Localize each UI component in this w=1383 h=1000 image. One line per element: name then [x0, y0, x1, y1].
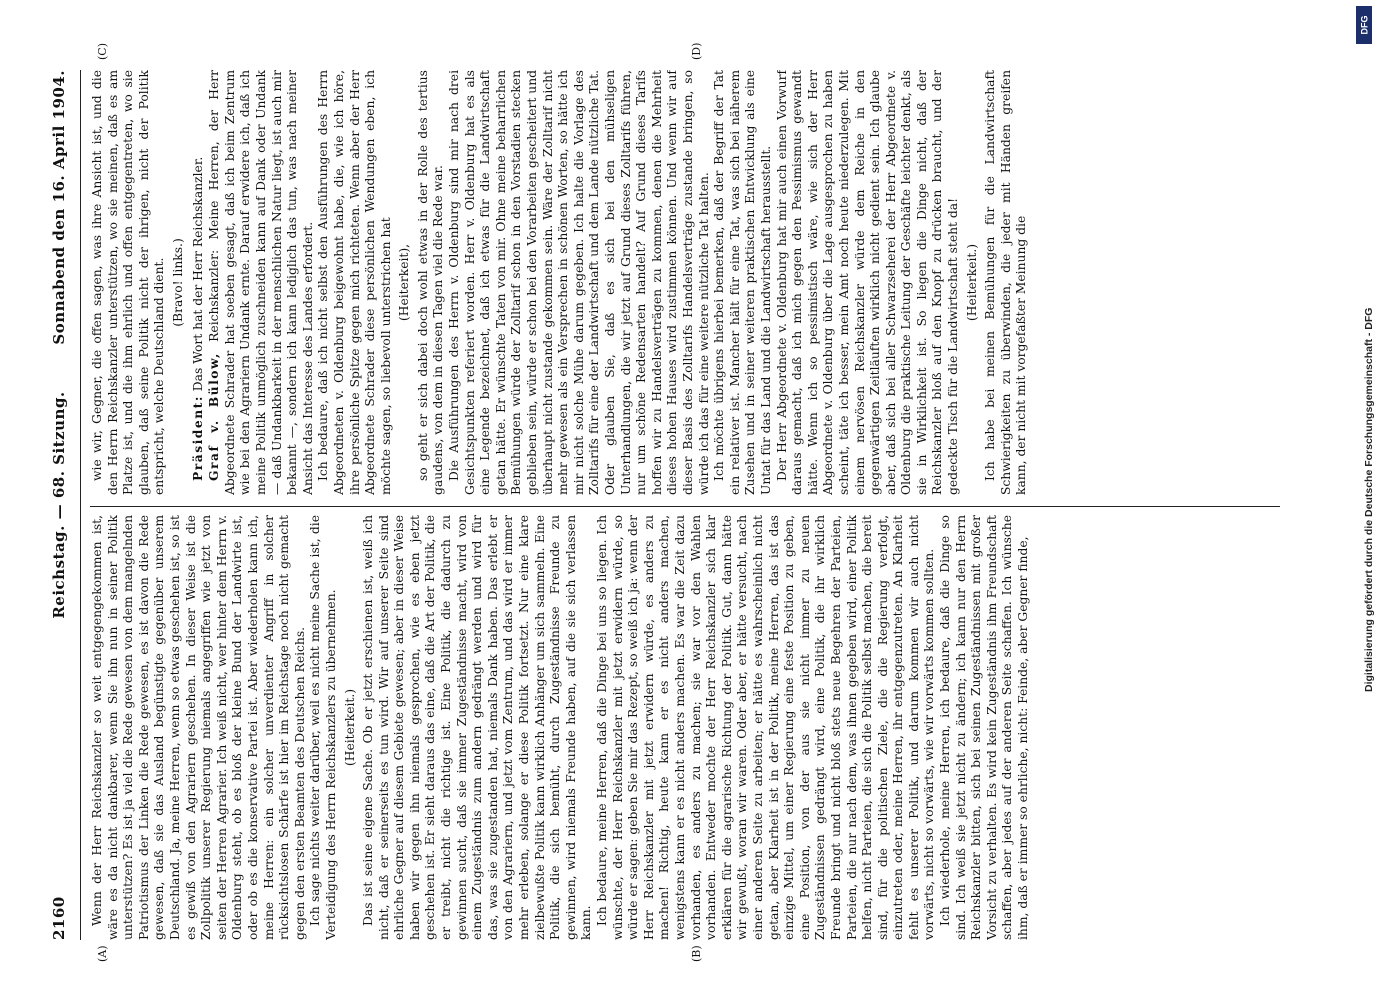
paragraph: Ich habe bei meinen Bemühungen für die Landwirtschaft Schwierigkeiten zu überwinden, die jeder mit Händen greifen kann, der nicht mit vorgefaßter Meinung die — [983, 70, 1029, 495]
paragraph — [206, 70, 316, 495]
page-title: Reichstag. — 68. Sitzung. — [50, 391, 68, 619]
margin-marker-a: (A) — [96, 945, 109, 962]
page-header — [50, 70, 80, 940]
paragraph-text: Das Wort hat der Herr Reichskanzler. — [190, 156, 205, 392]
paragraph: Der Herr Abgeordnete v. Oldenburg hat mir auch einen Vorwurf daraus gemacht, daß ich mich gegen den Pessimismus gewandt hätte. Wenn ich so pessimistisch wäre, wie sich der Herr Abgeordnete v. Oldenburg über die Lage ausgesprochen zu haben scheint, täte ich besser, mein Amt noch heute niederzulegen. Mit einem nervösen Reichskanzler würde dem Reiche in den gegenwärtigen Zeitläuften wirklich nicht gedient sein. Ich glaube aber, daß sich bei aller Schwarzseherei der Herr Abgeordnete v. Oldenburg die praktische Leitung der Geschäfte leichter denkt, als sie in Wirklichkeit ist. So liegen die Dinge nicht, daß der Reichskanzler bloß auf den Knopf zu drücken braucht, und der gedeckte Tisch für die Landwirtschaft steht da! — [774, 70, 961, 495]
paragraph-text: Reichskanzler: Meine Herren, der Herr Abgeordnete Schrader hat soeben gesagt, daß ich beim Zentrum wie bei den Agrariern Undank ernte. Darauf erwidere ich, daß ich meine Politik unmöglich zuschneiden kann auf Dank oder Undank — daß Undankbarkeit in der menschlichen Natur liegt, ist auch mir bekannt —, sondern ich kann lediglich das tun, was nach meiner Ansicht das Interesse des Landes erfordert. — [207, 70, 315, 495]
dfg-logo-text: DFG — [1359, 15, 1369, 35]
paragraph: Die Ausführungen des Herrn v. Oldenburg sind mir nach drei Gesichtspunkten referiert worden. Herr v. Oldenburg hat es als eine Legende bezeichnet, daß ich etwas für die Landwirtschaft getan hätte. Er wünschte Taten von mir. Ohne meine beharrlichen Bemühungen würde der Zolltarif schon in den Vorstadien stecken geblieben sein, würde er schon bei den Vorarbeiten gescheitert und überhaupt nicht zustande gekommen sein. Wäre der Zolltarif nicht mehr gewesen als ein Versprechen in schönen Worten, so hätte ich mir nicht solche Mühe darum gegeben. Ich halte die Vorlage des Zolltarifs für eine der Landwirtschaft und dem Lande nützliche Tat. Oder glauben Sie, daß es sich bei den mühseligen Unterhandlungen, die wir jetzt auf Grund dieses Zolltarifs führen, nur um schöne Redensarten handelt? Auf Grund dieses Tarifs hoffen wir zu Handelsverträgen zu kommen, denen die Mehrheit dieses hohen Hauses wird zustimmen können. Und wenn wir auf dieser Basis des Zolltarifs Handelsverträge zustande bringen, so würde ich das für eine weitere nützliche Tat halten. — [447, 70, 711, 495]
margin-marker-b: (B) — [690, 945, 703, 962]
paragraph: Das ist seine eigene Sache. Ob er jetzt erschienen ist, weiß ich nicht, daß er seinerseits es tun wird. Wir auf unserer Seite sind ehrliche Gegner auf diesem Gebiete gewesen; aber in dieser Weise haben wir gegen ihn niemals gesprochen, wie es eben jetzt geschehen ist. Er sieht daraus das eine, daß die Art der Politik, die er treibt, nicht die richtige ist. Eine Politik, die dadurch zu gewinnen sucht, daß sie immer Zugeständnisse macht, wird von einem Zugeständnis zum andern gedrängt werden und wird für das, was sie zugestanden hat, niemals Dank haben. Das erlebt er von den Agrariern, und jetzt vom Zentrum, und das wird er immer mehr erleben, solange er diese Politik fortsetzt. Nur eine klare zielbewußte Politik kann wirklich Anhänger um sich sammeln. Eine Politik, die sich bemüht, durch Zugeständnisse Freunde zu gewinnen, wird niemals Freunde haben, auf die sie sich verlassen kann. — [361, 515, 594, 940]
interjection: (Heiterkeit), — [397, 243, 412, 322]
page-number: 2160 — [50, 896, 68, 940]
interjection: (Bravo! links.) — [170, 238, 185, 327]
interjection: (Heiterkeit.) — [342, 688, 357, 767]
digitization-credit — [1354, 0, 1376, 1000]
paragraph — [190, 70, 207, 495]
paragraph: Ich wiederhole, meine Herren, ich bedaure, daß die Dinge so sind. Ich weiß sie jetzt nicht zu ändern; ich kann nur den Herrn Reichskanzler bitten, sich bei seinen Zugeständnissen mit großer Vorsicht zu verhalten. Es wird kein Zugeständnis ihm Freundschaft schaffen, aber jedes auf der anderen Seite schaffen. Ich wünsche ihm, daß er immer so ehrliche, nicht: Feinde, aber Gegner finde, — [938, 515, 1031, 940]
session-date: Sonnabend den 16. April 1904. — [50, 70, 68, 345]
left-column — [90, 515, 1280, 940]
right-column — [90, 70, 1280, 495]
column-divider — [90, 506, 1280, 507]
paragraph: Wenn der Herr Reichskanzler so weit entgegengekommen ist, wäre es da nicht dankbarer, wenn Sie ihn nun in seiner Politik unterstützen? Es ist ja viel die Rede gewesen von dem mangelnden Patriotismus der Linken die Rede gewesen, es ist davon die Rede gewesen, daß sie das Ausland begünstigte gegenüber unserem Deutschland. Ja, meine Herren, wenn so etwas geschehen ist, so ist es gewiß von den Agrariern geschehen. In dieser Weise ist die Zollpolitik unserer Regierung niemals angegriffen wie jetzt von seiten der Herren Agrarier. Ich weiß nicht, wer hinter dem Herrn v. Oldenburg steht, ob es bloß der kleine Bund der Landwirte ist, oder ob es die konservative Partei ist. Aber wiederholen kann ich, meine Herren: ein solcher unverdienter Angriff in solcher rücksichtslosen Schärfe ist hier im Reichstage noch nicht gemacht gegen den ersten Beamten des Deutschen Reichs. — [90, 515, 307, 940]
interjection: (Heiterkeit.) — [964, 243, 979, 322]
paragraph: Ich sage nichts weiter darüber, weil es nicht meine Sache ist, die Verteidigung des Herrn Reichskanzlers zu übernehmen. — [308, 515, 338, 940]
credit-text: Digitalisierung gefördert durch die Deutsche Forschungsgemeinschaft - DFG — [1363, 307, 1375, 692]
paragraph: Ich bedaure, meine Herren, daß die Dinge bei uns so liegen. Ich wünschte, der Herr Reichskanzler mit jetzt erwidern würde, so würde er sagen: geben Sie mir das Rezept, so weiß ich ja: wenn der Herr Reichskanzler mit jetzt erwidern würde, es anders zu machen! Richtig, heute kann er es nicht anders machen, wenigstens kann er es nicht anders machen. Es war die Zeit dazu vorhanden, es anders zu machen; sie war vor den Wahlen vorhanden. Entweder mochte der Herr Reichskanzler sich klar erklären für die agrarische Richtung der Politik. Gut, dann hätte wir gewußt, woran wir waren. Oder aber, er hätte versucht, nach einer anderen Seite zu arbeiten; er hätte es wahrscheinlich nicht getan, aber Klarheit ist in der Politik, meine Herren, das ist das einzige Mittel, um einer Regierung eine feste Position zu geben, eine Position, von der aus sie nicht immer zu neuen Zugeständnissen gedrängt wird, eine Politik, die ihr wirklich Freunde bringt und nicht bloß stets neue Begehren der Parteien, Parteien, die nur nach dem, was ihnen gegeben wird, einer Politik helfen, nicht Parteien, die sich die Politik selbst machen, die bereit sind, für die politischen Ziele, die die Regierung verfolgt, einzutreten oder, meine Herren, ihr entgegenzutreten. An Klarheit fehlt es unserer Politik, und darum kommen wir auch nicht vorwärts, nicht so vorwärts, wie wir vorwärts kommen sollten. — [595, 515, 937, 940]
margin-marker-c: (C) — [96, 43, 109, 60]
paragraph: Ich bedaure, daß ich nicht selbst den Ausführungen des Herrn Abgeordneten v. Oldenburg beigewohnt habe, die, wie ich höre, ihre persönliche Spitze gegen mich richteten. Wenn aber der Herr Abgeordnete Schrader diese persönlichen Wendungen eben, ich möchte sagen, so liebevoll unterstrichen hat — [316, 70, 393, 495]
paragraph: Ich möchte übrigens hierbei bemerken, daß der Begriff der Tat ein relativer ist. Mancher hält für eine Tat, was sich bei näherem Zusehen und in seiner weiteren praktischen Entwicklung als eine Untat für das Land und die Landwirtschaft herausstellt. — [712, 70, 773, 495]
paragraph: wie wir, Gegner, die offen sagen, was ihre Ansicht ist, und die den Herrn Reichskanzler unterstützen, wo sie meinen, daß es am Platze ist, und die ihm ehrlich und offen entgegentreten, wo sie glauben, daß seine Politik nicht der ihrigen, nicht der Politik entspricht, welche Deutschland dient. — [90, 70, 167, 495]
speaker-label: Präsident: — [189, 395, 205, 481]
speaker-label: Graf v. Bülow, — [206, 352, 222, 481]
margin-marker-d: (D) — [690, 42, 703, 60]
header-rule — [80, 70, 81, 940]
paragraph: so geht er sich dabei doch wohl etwas in der Rolle des tertius gaudens, von dem in diesen Tagen viel die Rede war. — [415, 70, 446, 495]
